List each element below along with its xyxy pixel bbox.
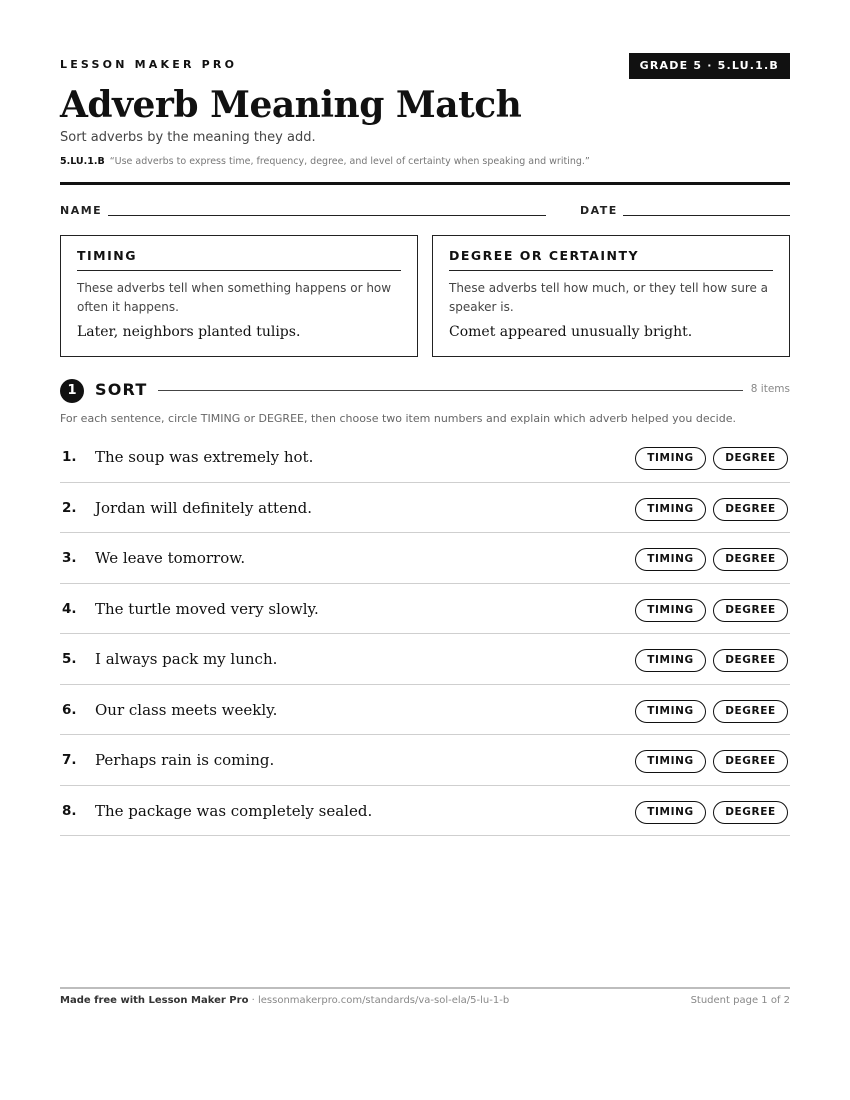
degree-option[interactable]: DEGREE	[713, 599, 788, 622]
timing-option[interactable]: TIMING	[635, 750, 706, 773]
card-example: Later, neighbors planted tulips.	[77, 324, 301, 340]
worksheet-page	[60, 0, 790, 1100]
card-title: TIMING	[77, 248, 401, 271]
date-field[interactable]	[623, 215, 790, 216]
standard-code: 5.LU.1.B	[60, 156, 105, 167]
footer-divider	[60, 987, 790, 989]
item-sentence: Jordan will definitely attend.	[95, 498, 312, 517]
section-title: SORT	[95, 380, 148, 399]
list-item	[60, 584, 790, 635]
timing-option[interactable]: TIMING	[635, 498, 706, 521]
item-number: 3.	[62, 550, 77, 566]
list-item	[60, 432, 790, 483]
item-number: 7.	[62, 752, 77, 768]
brand-name: LESSON MAKER PRO	[60, 58, 238, 71]
timing-option[interactable]: TIMING	[635, 700, 706, 723]
section-divider	[158, 390, 743, 391]
page-subtitle: Sort adverbs by the meaning they add.	[60, 130, 316, 145]
item-number: 2.	[62, 499, 77, 516]
item-number: 6.	[62, 701, 77, 718]
list-item	[60, 634, 790, 685]
degree-option[interactable]: DEGREE	[713, 447, 788, 470]
section-number: 1	[60, 379, 84, 403]
item-number: 4.	[62, 600, 77, 617]
degree-option[interactable]: DEGREE	[713, 801, 788, 824]
page-indicator: Student page 1 of 2	[690, 995, 790, 1006]
standard-text: “Use adverbs to express time, frequency, degree, and level of certainty when speaking and writing.”	[109, 156, 590, 167]
name-label: NAME	[60, 204, 103, 217]
list-item	[60, 735, 790, 786]
footer-made-with: Made free with Lesson Maker Pro	[60, 995, 249, 1006]
list-item	[60, 786, 790, 837]
grade-badge: GRADE 5 · 5.LU.1.B	[629, 53, 790, 79]
standard-line	[60, 156, 590, 167]
degree-option[interactable]: DEGREE	[713, 649, 788, 672]
degree-option[interactable]: DEGREE	[713, 750, 788, 773]
timing-card	[60, 235, 418, 357]
item-sentence: Perhaps rain is coming.	[95, 751, 275, 769]
item-list	[60, 432, 790, 836]
name-field[interactable]	[108, 215, 546, 216]
footer-credit	[60, 995, 509, 1006]
degree-card	[432, 235, 790, 357]
item-count: 8 items	[750, 383, 790, 395]
item-sentence: I always pack my lunch.	[95, 650, 278, 668]
card-example: Comet appeared unusually bright.	[449, 324, 693, 340]
timing-option[interactable]: TIMING	[635, 649, 706, 672]
item-sentence: The turtle moved very slowly.	[95, 599, 319, 618]
degree-option[interactable]: DEGREE	[713, 548, 788, 571]
instructions: For each sentence, circle TIMING or DEGREE, then choose two item numbers and explain which adverb helped you decide.	[60, 412, 736, 425]
item-sentence: We leave tomorrow.	[95, 549, 246, 567]
card-description: These adverbs tell when something happens or how often it happens.	[77, 281, 392, 314]
timing-option[interactable]: TIMING	[635, 548, 706, 571]
date-label: DATE	[580, 204, 618, 217]
card-title: DEGREE OR CERTAINTY	[449, 248, 773, 271]
timing-option[interactable]: TIMING	[635, 599, 706, 622]
item-sentence: The soup was extremely hot.	[95, 448, 314, 466]
list-item	[60, 483, 790, 534]
footer-url[interactable]: · lessonmakerpro.com/standards/va-sol-ela/5-lu-1-b	[248, 995, 510, 1006]
timing-option[interactable]: TIMING	[635, 447, 706, 470]
item-number: 1.	[62, 449, 77, 465]
list-item	[60, 685, 790, 736]
list-item	[60, 533, 790, 584]
item-sentence: The package was completely sealed.	[95, 801, 373, 820]
degree-option[interactable]: DEGREE	[713, 700, 788, 723]
timing-option[interactable]: TIMING	[635, 801, 706, 824]
item-sentence: Our class meets weekly.	[95, 700, 278, 719]
item-number: 8.	[62, 802, 77, 819]
degree-option[interactable]: DEGREE	[713, 498, 788, 521]
card-description: These adverbs tell how much, or they tell how sure a speaker is.	[449, 281, 769, 314]
item-number: 5.	[62, 651, 77, 667]
header-divider	[60, 182, 790, 185]
page-title: Adverb Meaning Match	[60, 84, 522, 126]
